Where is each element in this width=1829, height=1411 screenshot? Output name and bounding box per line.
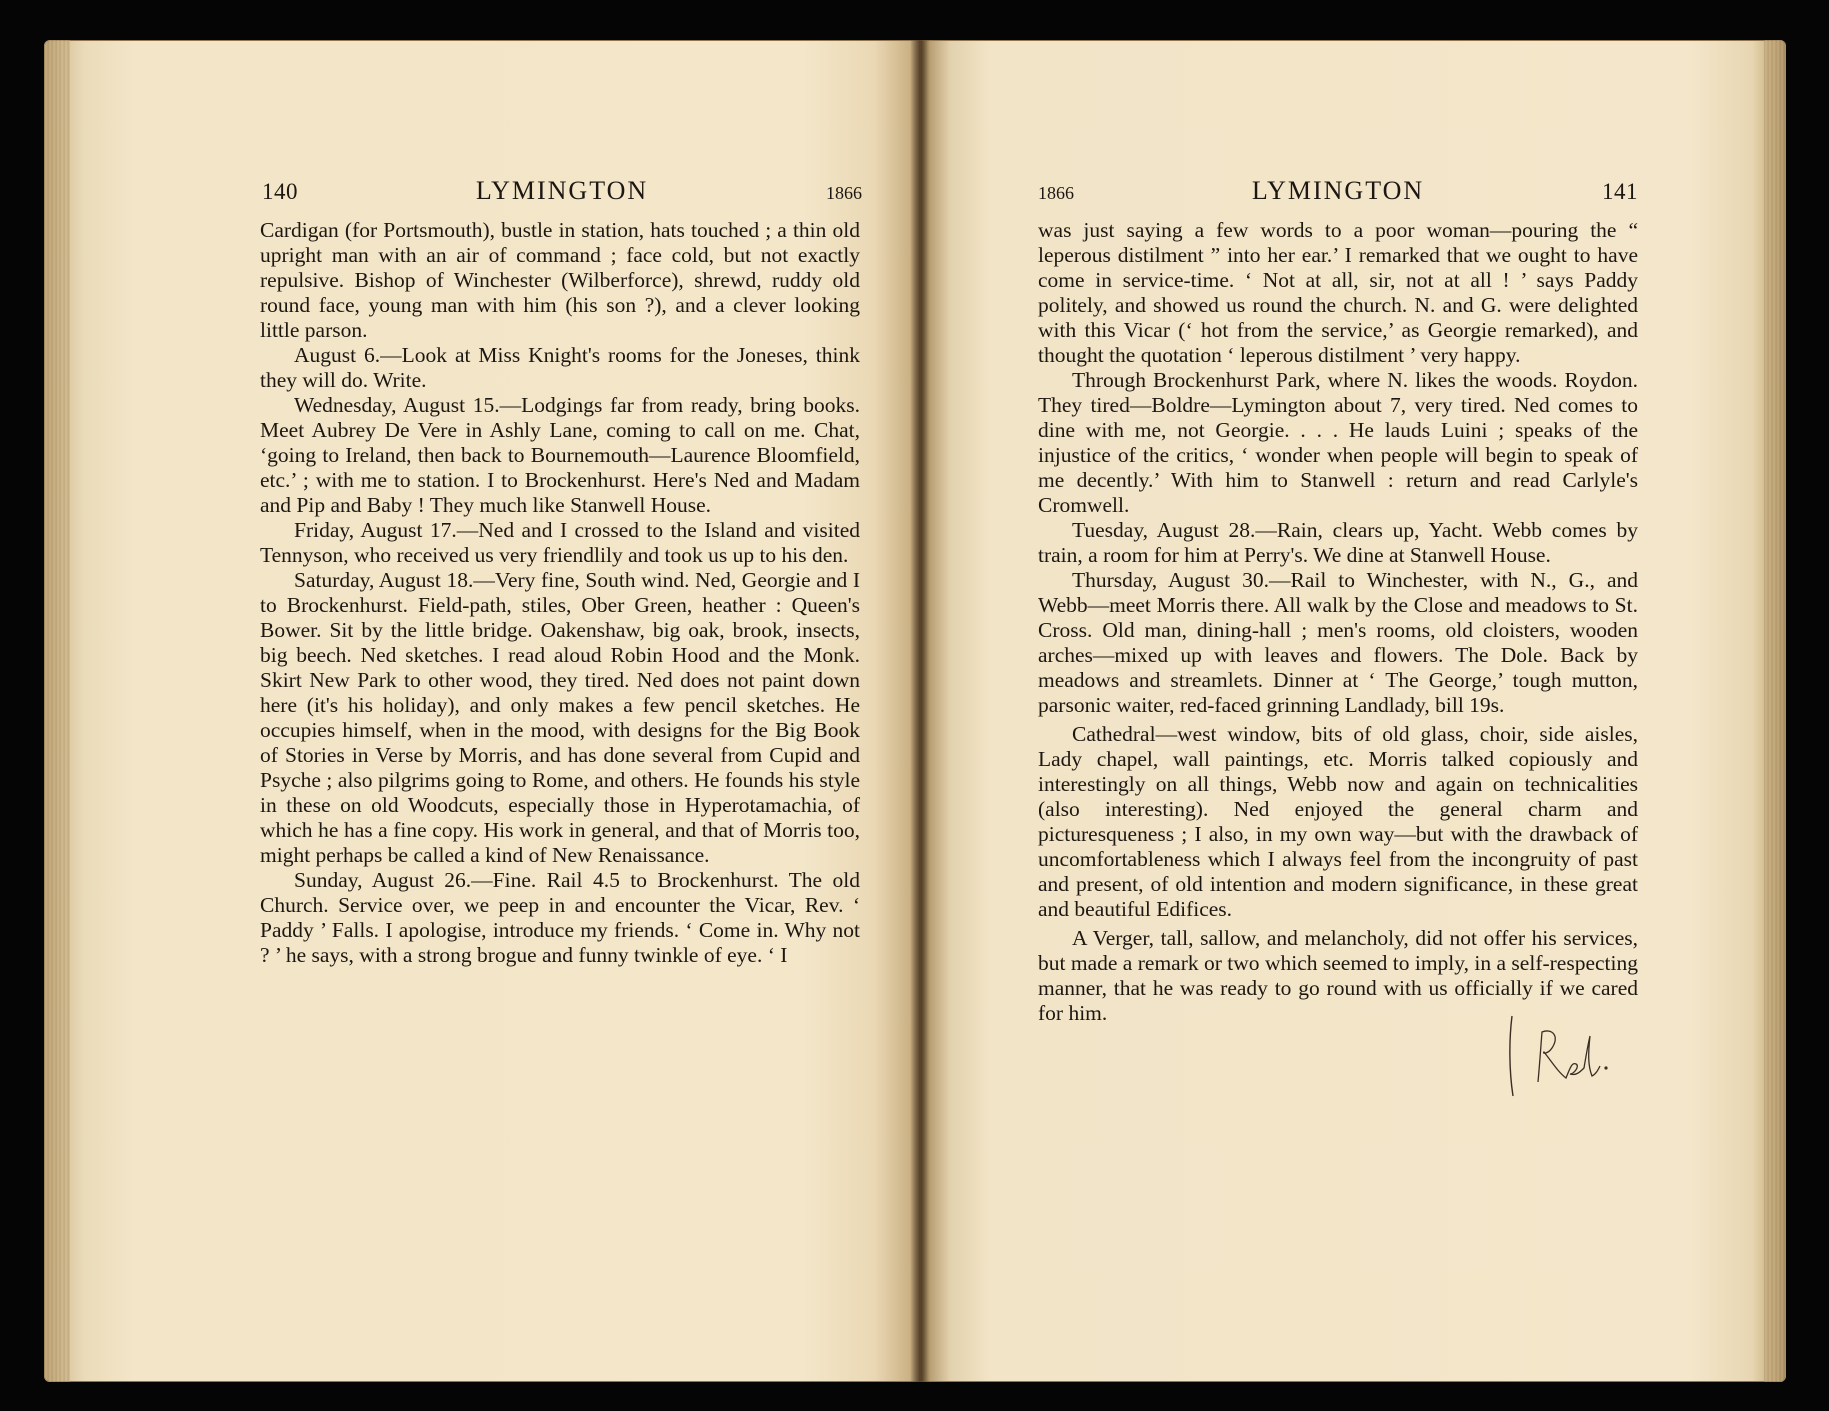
right-page <box>920 40 1786 1382</box>
page-number: 140 <box>262 179 298 204</box>
paragraph: Thursday, August 30.—Rail to Winchester, with N., G., and Webb—meet Morris there. All walk by the Close and meadows to St. Cross. Old man, dining-hall ; men's rooms, old cloisters, wooden arches—mixed up with leaves and flowers. The Dole. Back by meadows and streamlets. Dinner at ‘ The George,’ tough mutton, parsonic waiter, red-faced grinning Landlady, bill 19s. <box>1038 568 1638 717</box>
margin-note-handwriting <box>1538 1031 1600 1082</box>
paragraph: Friday, August 17.—Ned and I crossed to the Island and visited Tennyson, who received us very friendlily and took us up to his den. <box>260 518 860 567</box>
paragraph: A Verger, tall, sallow, and melancholy, did not offer his services, but made a remark or two which seemed to imply, in a self-respecting manner, that he was ready to go round with us officially if we cared for him. <box>1038 926 1638 1025</box>
paragraph: Cathedral—west window, bits of old glass, choir, side aisles, Lady chapel, wall paintings, etc. Morris talked copiously and interestingly on all things, Webb now and again on technicalities (also interesting). Ned enjoyed the general charm and picturesqueness ; I also, in my own way—but with the drawback of uncomfortableness which I always feel from the incongruity of past and present, of old intention and modern significance, in these great and beautiful Edifices. <box>1038 722 1638 921</box>
left-text-block <box>260 218 860 968</box>
paragraph: Cardigan (for Portsmouth), bustle in station, hats touched ; a thin old upright man with an air of command ; face cold, but not exactly repulsive. Bishop of Winchester (Wilberforce), shrewd, ruddy old round face, young man with him (his son ?), and a clever looking little parson. <box>260 218 860 342</box>
page-title: LYMINGTON <box>475 176 649 205</box>
page-year: 1866 <box>825 183 862 203</box>
paragraph: Wednesday, August 15.—Lodgings far from ready, bring books. Meet Aubrey De Vere in Ashly Lane, coming to call on me. Chat, ‘going to Ireland, then back to Bournemouth—Laurence Bloomfield, etc.’ ; with me to station. I to Brockenhurst. Here's Ned and Madam and Pip and Baby ! They much like Stanwell House. <box>260 393 860 517</box>
open-book <box>44 40 1786 1382</box>
paragraph: Saturday, August 18.—Very fine, South wind. Ned, Georgie and I to Brockenhurst. Field-path, stiles, Ober Green, heather : Queen's Bower. Sit by the little bridge. Oakenshaw, big oak, brook, insects, big beech. Ned sketches. I read aloud Robin Hood and the Monk. Skirt New Park to other wood, they tired. Ned does not paint down here (it's his holiday), and only makes a few pencil sketches. He occupies himself, when in the mood, with designs for the Big Book of Stories in Verse by Morris, and has done several from Cupid and Psyche ; also pilgrims going to Rome, and others. He founds his style in these on old Woodcuts, especially those in Hyperotamachia, of which he has a fine copy. His work in general, and that of Morris too, might perhaps be called a kind of New Renaissance. <box>260 568 860 867</box>
paragraph: Sunday, August 26.—Fine. Rail 4.5 to Brockenhurst. The old Church. Service over, we peep in and encounter the Vicar, Rev. ‘ Paddy ’ Falls. I apologise, introduce my friends. ‘ Come in. Why not ? ’ he says, with a strong brogue and funny twinkle of eye. ‘ I <box>260 868 860 967</box>
right-text-block <box>1038 218 1638 1026</box>
page-edges <box>1764 40 1786 1382</box>
paragraph: was just saying a few words to a poor woman—pouring the “ leperous distilment ” into her ear.’ I remarked that we ought to have come in service-time. ‘ Not at all, sir, not at all ! ’ says Paddy politely, and showed us round the church. N. and G. were delighted with this Vicar (‘ hot from the service,’ as Georgie remarked), and thought the quotation ‘ leperous distilment ’ very happy. <box>1038 218 1638 367</box>
page-title: LYMINGTON <box>1251 176 1425 205</box>
left-page <box>44 40 920 1382</box>
page-number: 141 <box>1601 179 1638 204</box>
running-head-right <box>1038 176 1638 210</box>
paragraph: Tuesday, August 28.—Rain, clears up, Yacht. Webb comes by train, a room for him at Perry's. We dine at Stanwell House. <box>1038 518 1638 567</box>
book-gutter <box>910 40 930 1382</box>
margin-note-dot <box>1604 1066 1607 1069</box>
page-year: 1866 <box>1038 183 1074 203</box>
margin-bracket-line <box>1510 1016 1513 1096</box>
page-edges <box>44 40 70 1382</box>
handwritten-margin-note <box>1500 1010 1620 1100</box>
running-head-left <box>262 176 862 210</box>
paragraph: August 6.—Look at Miss Knight's rooms for the Joneses, think they will do. Write. <box>260 343 860 392</box>
paragraph: Through Brockenhurst Park, where N. likes the woods. Roydon. They tired—Boldre—Lymington about 7, very tired. Ned comes to dine with me, not Georgie. . . . He lauds Luini ; speaks of the injustice of the critics, ‘ wonder when people will begin to speak of me decently.’ With him to Stanwell : return and read Carlyle's Cromwell. <box>1038 368 1638 517</box>
